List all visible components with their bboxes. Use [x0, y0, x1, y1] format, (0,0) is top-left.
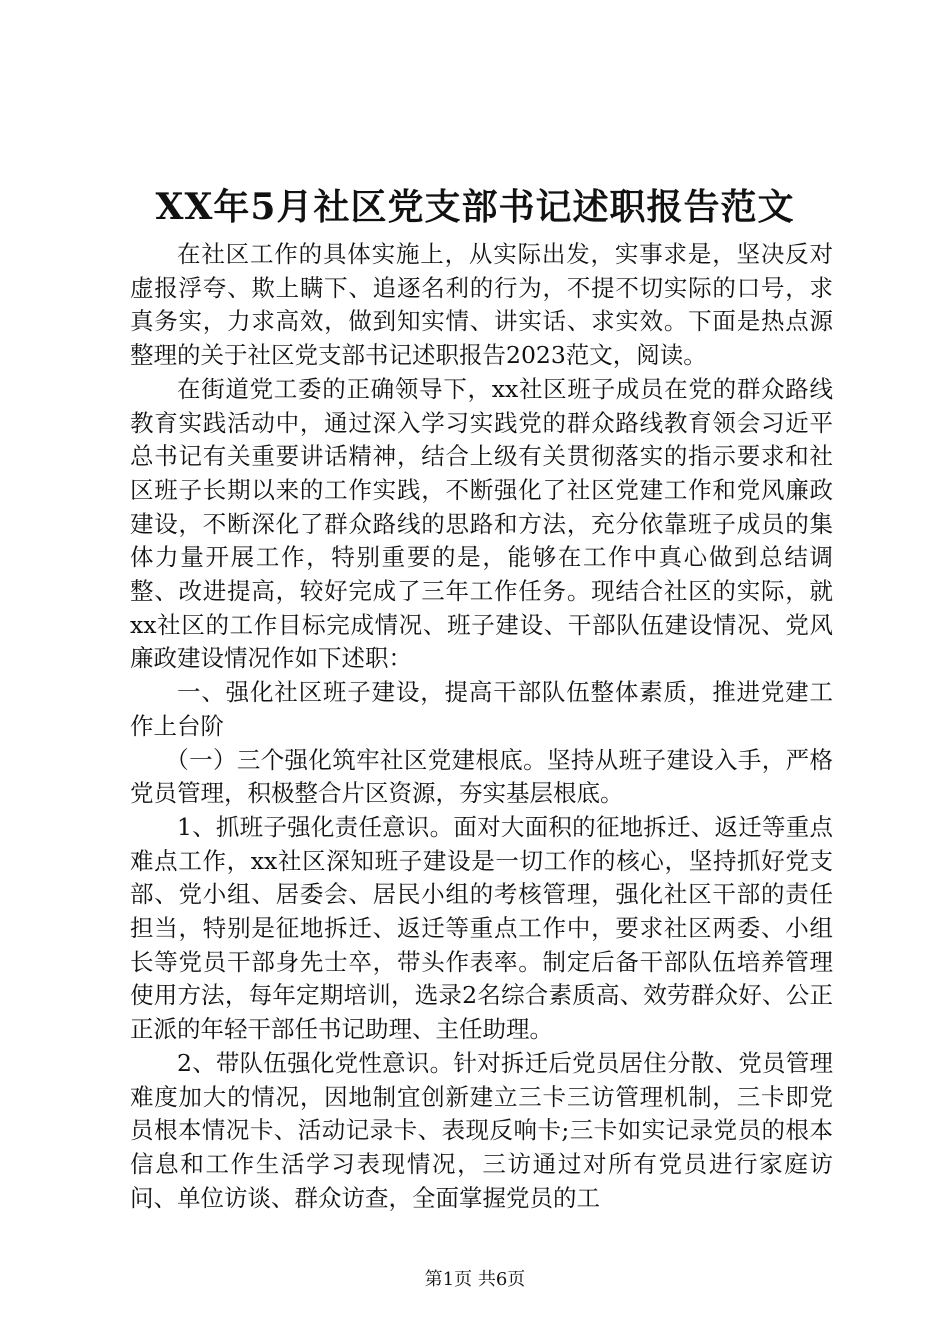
- subsection-heading-one: （一）三个强化筑牢社区党建根底。坚持从班子建设入手，严格党员管理，积极整合片区资源，夯实基层根底。: [130, 745, 833, 808]
- paragraph-intro: 在社区工作的具体实施上，从实际出发，实事求是，坚决反对虚报浮夸、欺上瞒下、追逐名利的行为，不提不切实际的口号，求真务实，力求高效，做到知实情、讲实话、求实效。下面是热点源整理的关于社区党支部书记述职报告2023范文，阅读。: [130, 240, 833, 370]
- paragraph-overview: 在街道党工委的正确领导下，xx社区班子成员在党的群众路线教育实践活动中，通过深入学习实践党的群众路线教育领会习近平总书记有关重要讲话精神，结合上级有关贯彻落实的指示要求和社区班子长期以来的工作实践，不断强化了社区党建工作和党风廉政建设，不断深化了群众路线的思路和方法，充分依靠班子成员的集体力量开展工作，特别重要的是，能够在工作中真心做到总结调整、改进提高，较好完成了三年工作任务。现结合社区的实际，就xx社区的工作目标完成情况、班子建设、干部队伍建设情况、党风廉政建设情况作如下述职：: [130, 374, 833, 673]
- document-body: [130, 238, 833, 1215]
- document-title: XX年5月社区党支部书记述职报告范文: [155, 186, 795, 228]
- paragraph-item-two: 2、带队伍强化党性意识。针对拆迁后党员居住分散、党员管理难度加大的情况，因地制宜创新建立三卡三访管理机制，三卡即党员根本情况卡、活动记录卡、表现反响卡;三卡如实记录党员的根本信息和工作生活学习表现情况，三访通过对所有党员进行家庭访问、单位访谈、群众访查，全面掌握党员的工: [130, 1048, 833, 1212]
- page-number-footer: 第1页 共6页: [424, 1269, 526, 1290]
- paragraph-item-one: 1、抓班子强化责任意识。面对大面积的征地拆迁、返迁等重点难点工作，xx社区深知班子建设是一切工作的核心，坚持抓好党支部、党小组、居委会、居民小组的考核管理，强化社区干部的责任担当，特别是征地拆迁、返迁等重点工作中，要求社区两委、小组长等党员干部身先士卒，带头作表率。制定后备干部队伍培养管理使用方法，每年定期培训，选录2名综合素质高、效劳群众好、公正正派的年轻干部任书记助理、主任助理。: [130, 812, 833, 1044]
- section-heading-one: 一、强化社区班子建设，提高干部队伍整体素质，推进党建工作上台阶: [130, 678, 833, 740]
